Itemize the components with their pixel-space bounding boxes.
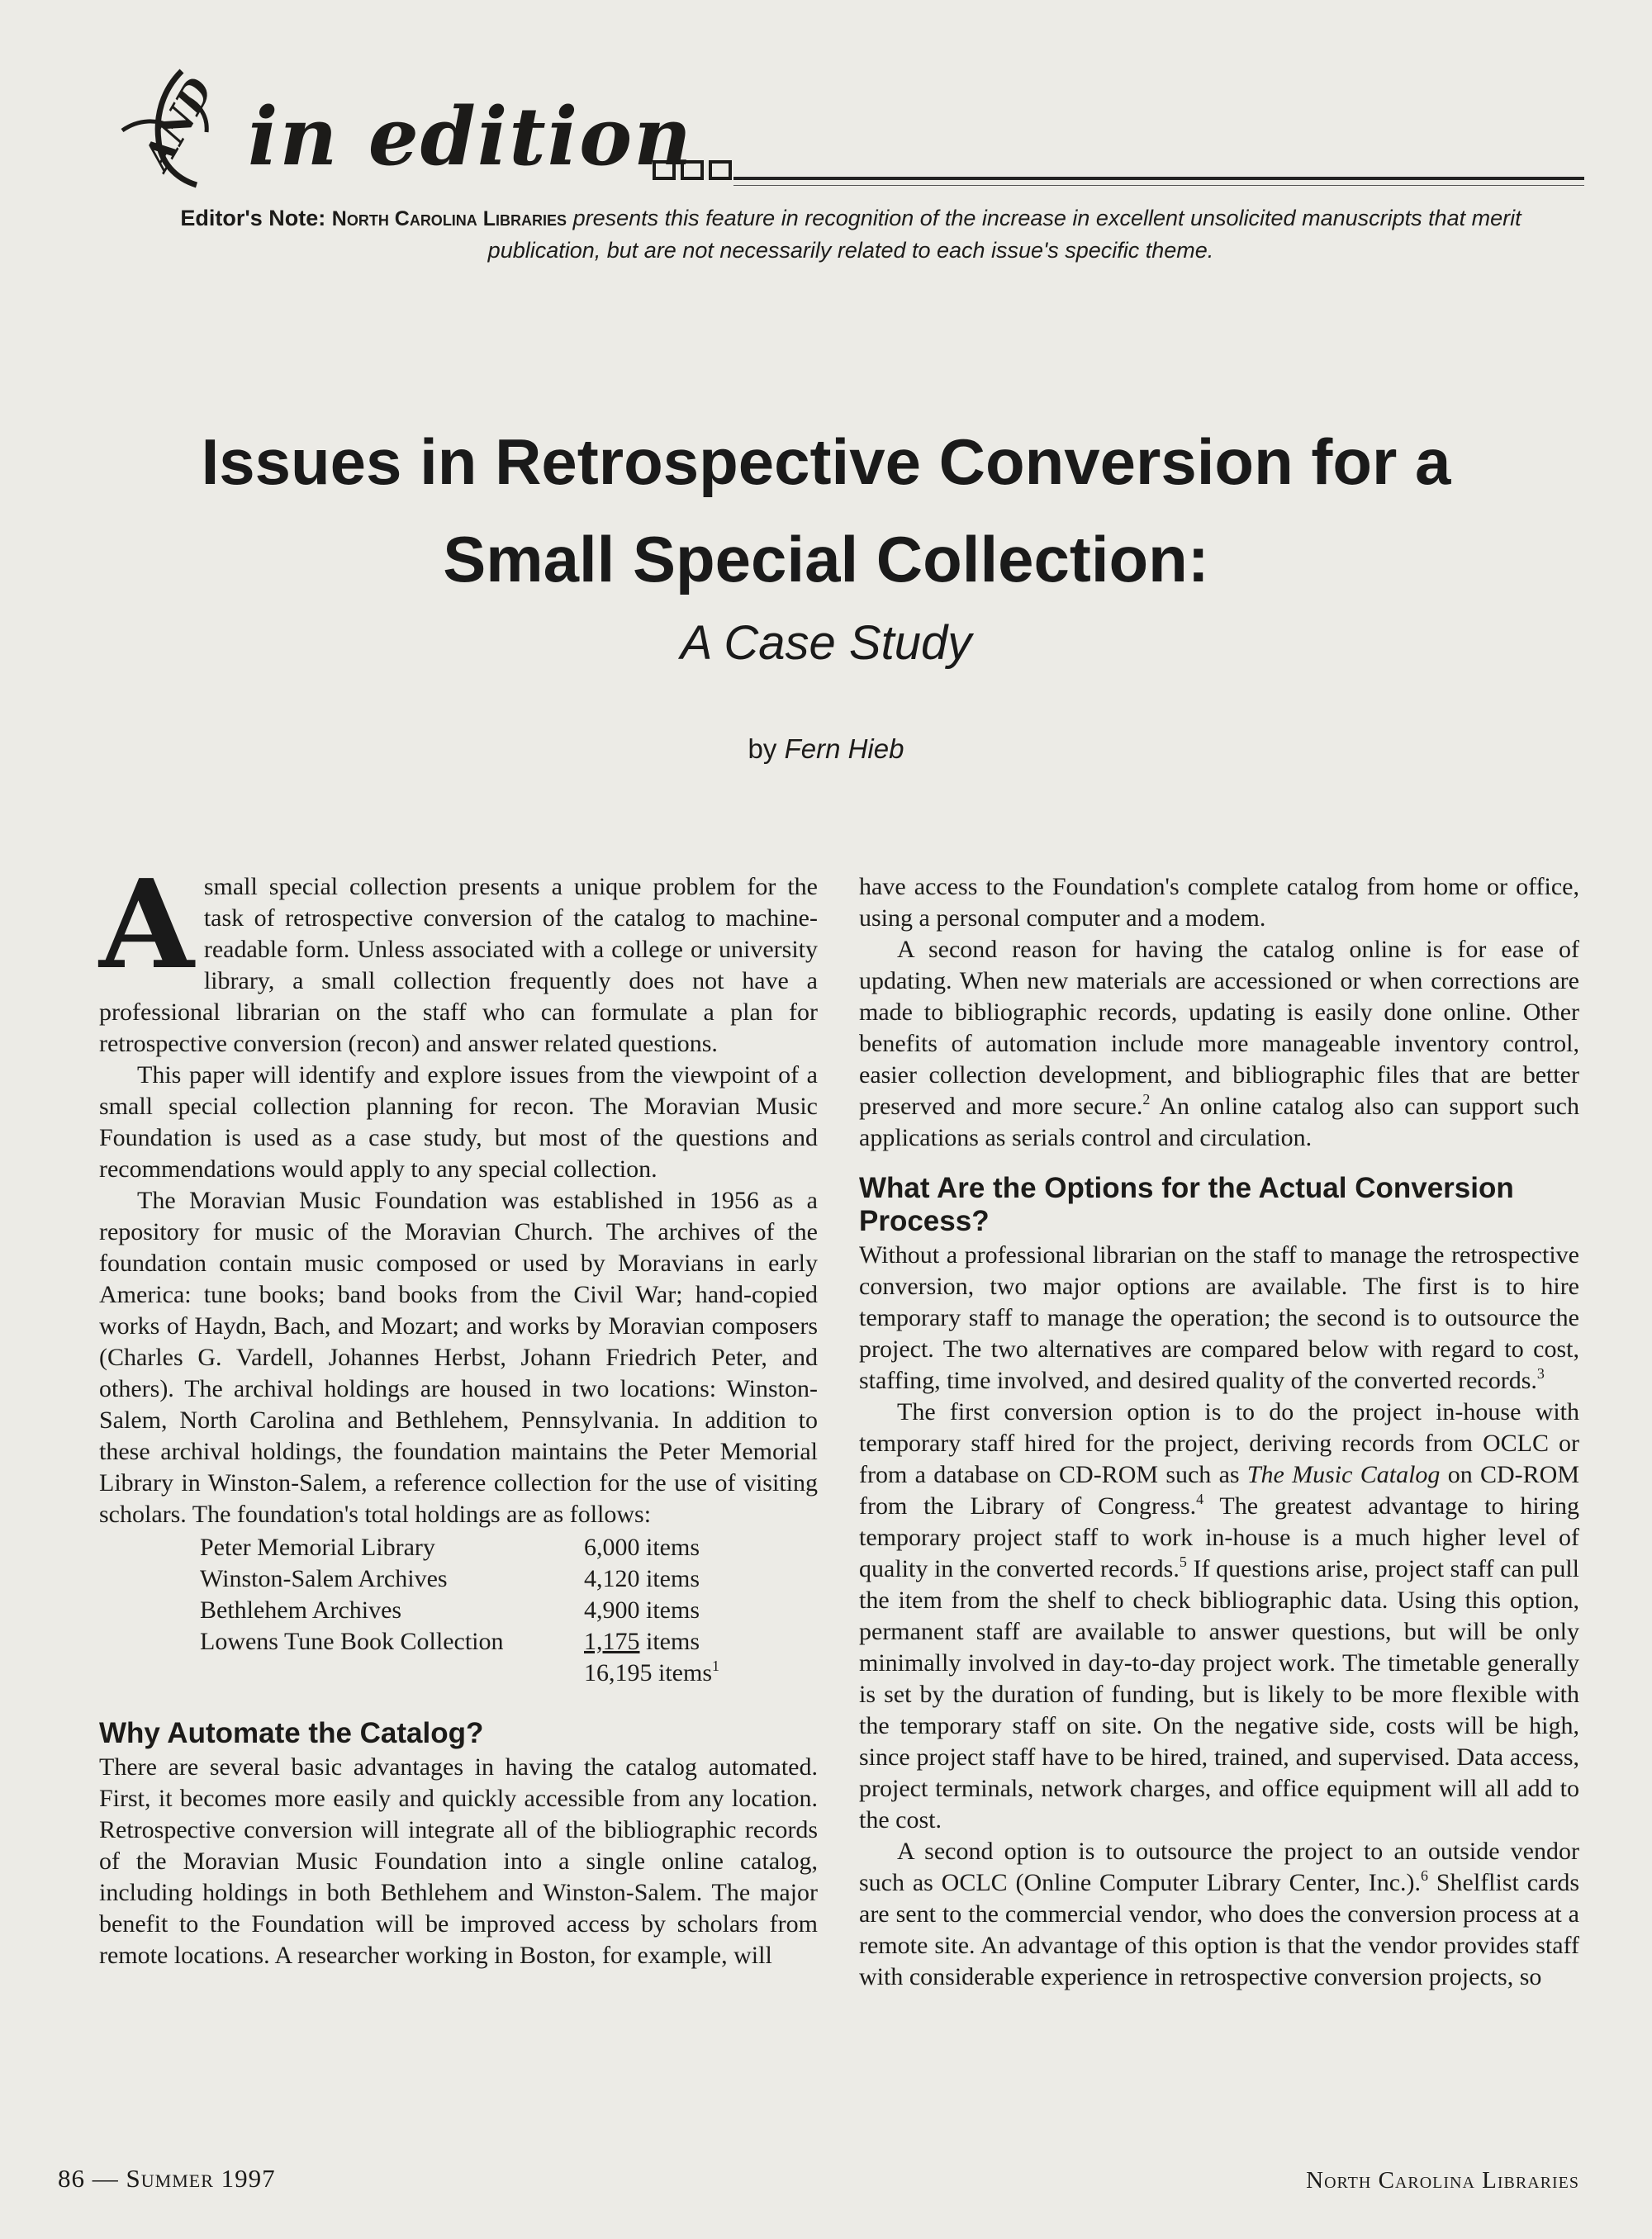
right-column <box>859 871 1579 1993</box>
paragraph <box>859 1836 1579 1993</box>
footer-journal: North Carolina Libraries <box>1306 2167 1579 2194</box>
holdings-count-cell <box>584 1626 719 1658</box>
byline-prefix: by <box>748 733 777 764</box>
holdings-total-unit: items <box>658 1659 712 1686</box>
holdings-unit: items <box>646 1565 700 1592</box>
paragraph <box>859 934 1579 1154</box>
paragraph-text: Without a professional librarian on the staff to manage the retrospective conversion, two major options are available. The first is to hire temporary staff to manage the operation; the second is to outsource the project. The two alternatives are compared below with regard to cost, staffing, time involved, and desired quality of the converted records. <box>859 1241 1579 1394</box>
paragraph-text: Shelflist cards are sent to the commercial vendor, who does the conversion process at a remote site. An advantage of this option is that the vendor provides staff with considerable experience in retrospective conversion projects, so <box>859 1869 1579 1990</box>
byline <box>149 733 1503 765</box>
paragraph <box>859 1397 1579 1836</box>
page-number: 86 <box>58 2164 85 2193</box>
holdings-library: Bethlehem Archives <box>200 1596 402 1624</box>
holdings-count: 4,120 <box>584 1565 640 1592</box>
footnote-ref: 4 <box>1196 1491 1204 1507</box>
article-title: Issues in Retrospective Conversion for a Small Special Collection: <box>201 425 1451 595</box>
paragraph: There are several basic advantages in having the catalog automated. First, it becomes more easily and quickly accessible from any location. Retrospective conversion will integrate all of the bibliographic records of the Moravian Music Foundation into a single online catalog, including holdings in both Bethlehem and Winston-Salem. The major benefit to the Foundation will be improved access by scholars from remote locations. A researcher working in Boston, for example, will <box>99 1753 818 1969</box>
paragraph: This paper will identify and explore issues from the viewpoint of a small special collection planning for recon. The Moravian Music Foundation is used as a case study, but most of the questions and recommendations would apply to any special collection. <box>99 1061 818 1183</box>
article-subtitle: A Case Study <box>680 616 972 670</box>
paragraph <box>859 1240 1579 1397</box>
holdings-count: 4,900 <box>584 1596 640 1624</box>
holdings-row <box>200 1563 719 1595</box>
footnote-ref: 2 <box>1142 1091 1151 1108</box>
section-heading: What Are the Options for the Actual Conversion Process? <box>859 1172 1514 1237</box>
paragraph-text: small special collection presents a unique problem for the task of retrospective conversion of the catalog to machine-readable form. Unless associated with a college or university library, a small collection frequently does not have a professional librarian on the staff who can formulate a plan for retrospective conversion (recon) and answer related questions. <box>99 873 818 1057</box>
footer-page-info: 86 — Summer 1997 <box>58 2164 276 2193</box>
paragraph-text: on CD-ROM from the Library of Congress. <box>859 1461 1579 1520</box>
section-heading: Why Automate the Catalog? <box>99 1717 484 1749</box>
holdings-count-cell <box>584 1532 719 1563</box>
holdings-table <box>200 1532 719 1689</box>
editors-note-text: presents this feature in recognition of the increase in excellent unsolicited manuscripts that merit publication, but are not necessarily related to each issue's specific theme. <box>487 206 1521 263</box>
holdings-row <box>200 1595 719 1626</box>
ornament-boxes-icon <box>653 159 732 182</box>
holdings-total-count: 16,195 <box>584 1659 653 1686</box>
and-logo-icon <box>106 64 238 197</box>
paragraph-text: A second reason for having the catalog online is for ease of updating. When new materials are accessioned or when corrections are made to bibliographic records, updating is easily done online. Other benefits of automation include more manageable inventory control, easier collection development, and bibliographic files that are better preserved and more secure. <box>859 936 1579 1120</box>
author-name: Fern Hieb <box>784 733 904 764</box>
paragraph: The Moravian Music Foundation was established in 1956 as a repository for music of the Moravian Church. The archives of the foundation contain music composed or used by Moravians in early America: tune books; band books from the Civil War; hand-copied works of Haydn, Bach, and Mozart; and works by Moravian composers (Charles G. Vardell, Johannes Herbst, Johann Friedrich Peter, and others). The archival holdings are housed in two locations: Winston-Salem, North Carolina and Bethlehem, Pennsylvania. In addition to these archival holdings, the foundation maintains the Peter Memorial Library in Winston-Salem, a reference collection for the use of visiting scholars. The foundation's total holdings are as follows: <box>99 1187 818 1528</box>
issue-date: Summer 1997 <box>126 2164 276 2193</box>
paragraph-text: The first conversion option is to do the project in-house with temporary staff hired for the project, deriving records from OCLC or from a database on CD-ROM such as <box>859 1398 1579 1488</box>
paragraph: have access to the Foundation's complete catalog from home or office, using a personal computer and a modem. <box>859 873 1579 932</box>
section-title: in edition <box>248 90 693 183</box>
holdings-row <box>200 1532 719 1563</box>
holdings-count-cell <box>584 1595 719 1626</box>
editors-note <box>165 202 1536 266</box>
holdings-unit: items <box>646 1628 700 1655</box>
holdings-count: 1,175 <box>584 1628 640 1655</box>
paragraph-text: An online catalog also can support such applications as serials control and circulation. <box>859 1093 1579 1151</box>
footnote-ref: 5 <box>1179 1554 1187 1570</box>
holdings-count: 6,000 <box>584 1534 640 1561</box>
holdings-unit: items <box>646 1534 700 1561</box>
paragraph-text: The greatest advantage to hiring temporary project staff to work in-house is a much higher level of quality in the converted records. <box>859 1492 1580 1582</box>
footnote-ref: 6 <box>1421 1867 1429 1884</box>
drop-cap: A <box>99 852 194 996</box>
editors-note-publication: North Carolina Libraries <box>331 207 567 230</box>
cited-title: The Music Catalog <box>1246 1461 1441 1488</box>
holdings-total-row <box>200 1658 719 1689</box>
holdings-row <box>200 1626 719 1658</box>
editors-note-label: Editor's Note: <box>180 206 326 230</box>
logo-text: AND <box>134 70 222 177</box>
header-rule <box>733 177 1584 180</box>
holdings-library: Peter Memorial Library <box>200 1534 435 1561</box>
holdings-unit: items <box>646 1596 700 1624</box>
footnote-ref: 1 <box>712 1658 719 1674</box>
footnote-ref: 3 <box>1536 1365 1545 1382</box>
holdings-count-cell <box>584 1563 719 1595</box>
paragraph-text: A second option is to outsource the project to an outside vendor such as OCLC (Online Computer Library Center, Inc.). <box>859 1838 1579 1896</box>
holdings-library: Lowens Tune Book Collection <box>200 1628 504 1655</box>
paragraph <box>99 852 818 1060</box>
left-column <box>99 852 818 1971</box>
holdings-library: Winston-Salem Archives <box>200 1565 448 1592</box>
header-rule-thin <box>733 185 1584 186</box>
paragraph-text: If questions arise, project staff can pull the item from the shelf to check bibliographic data. Using this option, permanent staff are available to answer questions, but will be only minimally involved in day-to-day project work. The timetable generally is set by the duration of funding, but is likely to be more flexible with the temporary staff on site. On the negative side, costs will be high, since project staff have to be hired, trained, and supervised. Data access, project terminals, network charges, and office equipment will all add to the cost. <box>859 1555 1579 1833</box>
